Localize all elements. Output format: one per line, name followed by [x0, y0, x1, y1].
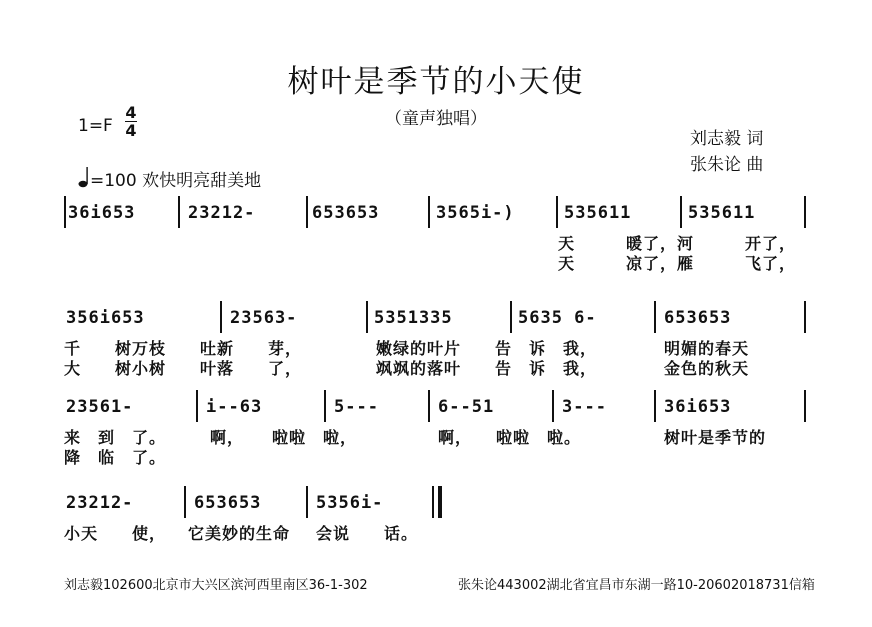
time-signature — [124, 104, 138, 139]
lyric-verse-1: 啊， — [438, 428, 473, 447]
key-signature: 1=F — [78, 116, 113, 136]
barline — [552, 390, 554, 422]
footer-lyricist-address: 刘志毅102600北京市大兴区滨河西里南区36-1-302 — [64, 578, 368, 593]
staff-row-4 — [60, 492, 810, 514]
lyric-verse-1: 啦啦 啦， — [272, 428, 358, 447]
barline — [184, 486, 186, 518]
barline — [178, 196, 180, 228]
measure: 535611 — [564, 203, 632, 223]
lyric-verse-2: 天 凉了，雁 飞了， — [558, 254, 797, 273]
barline — [324, 390, 326, 422]
measure: 653653 — [312, 203, 380, 223]
composer-credit: 张朱论 曲 — [690, 155, 764, 175]
barline — [804, 196, 806, 228]
measure: 36i653 — [68, 203, 136, 223]
lyric-verse-2: 大 树小树 叶落 了， — [64, 359, 303, 378]
lyric-verse-1: 啊， — [210, 428, 245, 447]
barline — [220, 301, 222, 333]
staff-row-3 — [60, 396, 810, 418]
barline — [654, 390, 656, 422]
measure: 5356i- — [316, 493, 384, 513]
barline — [804, 390, 806, 422]
measure: 535611 — [688, 203, 756, 223]
measure: 3565i-) — [436, 203, 515, 223]
lyric-verse-1: 小天 使， — [64, 524, 167, 543]
lyric-verse-1: 千 树万枝 吐新 芽， — [64, 339, 303, 358]
lyrics-row-2 — [60, 339, 810, 379]
barline — [556, 196, 558, 228]
barline — [680, 196, 682, 228]
tempo-marking — [78, 166, 261, 191]
lyric-verse-1: 啦啦 啦。 — [496, 428, 582, 447]
measure: 23212- — [188, 203, 256, 223]
barline — [654, 301, 656, 333]
lyric-verse-1: 树叶是季节的 — [664, 428, 767, 447]
lyric-verse-1: 天 暖了，河 开了， — [558, 234, 797, 253]
tempo-text: =100 欢快明亮甜美地 — [90, 171, 262, 191]
lyrics-row-3 — [60, 428, 810, 468]
song-subtitle: （童声独唱） — [385, 109, 487, 129]
lyrics-row-4 — [60, 524, 810, 544]
measure: 23212- — [66, 493, 134, 513]
measure: 36i653 — [664, 397, 732, 417]
barline — [196, 390, 198, 422]
barline — [804, 301, 806, 333]
footer-composer-address: 张朱论443002湖北省宜昌市东湖一路10-20602018731信箱 — [458, 578, 815, 593]
measure: 653653 — [664, 308, 732, 328]
measure: 5--- — [334, 397, 379, 417]
barline — [510, 301, 512, 333]
time-signature-top: 4 — [125, 103, 137, 122]
barline — [428, 196, 430, 228]
barline — [366, 301, 368, 333]
time-signature-bottom: 4 — [125, 121, 137, 140]
measure: i--63 — [206, 397, 263, 417]
barline — [306, 196, 308, 228]
staff-row-2 — [60, 307, 810, 329]
lyric-verse-1: 会说 话。 — [316, 524, 419, 543]
measure: 23563- — [230, 308, 298, 328]
measure: 5351335 — [374, 308, 453, 328]
measure: 3--- — [562, 397, 607, 417]
lyric-verse-2: 金色的秋天 — [664, 359, 750, 378]
song-title: 树叶是季节的小天使 — [287, 64, 585, 100]
barline — [432, 486, 434, 518]
barline — [306, 486, 308, 518]
measure: 5635 6- — [518, 308, 597, 328]
lyricist-credit: 刘志毅 词 — [690, 129, 764, 149]
lyric-verse-1: 明媚的春天 — [664, 339, 750, 358]
barline — [428, 390, 430, 422]
lyric-verse-1: 它美妙的生命 — [188, 524, 291, 543]
measure: 356i653 — [66, 308, 145, 328]
lyric-verse-2: 飒飒的落叶 告 诉 我， — [376, 359, 598, 378]
lyrics-row-1 — [60, 234, 810, 274]
quarter-note-icon — [78, 166, 90, 188]
measure: 23561- — [66, 397, 134, 417]
barline — [64, 196, 66, 228]
measure: 653653 — [194, 493, 262, 513]
staff-row-1 — [60, 202, 810, 224]
lyric-verse-1: 嫩绿的叶片 告 诉 我， — [376, 339, 598, 358]
lyric-verse-2: 降 临 了。 — [64, 448, 167, 467]
final-barline — [438, 486, 442, 518]
measure: 6--51 — [438, 397, 495, 417]
lyric-verse-1: 来 到 了。 — [64, 428, 167, 447]
